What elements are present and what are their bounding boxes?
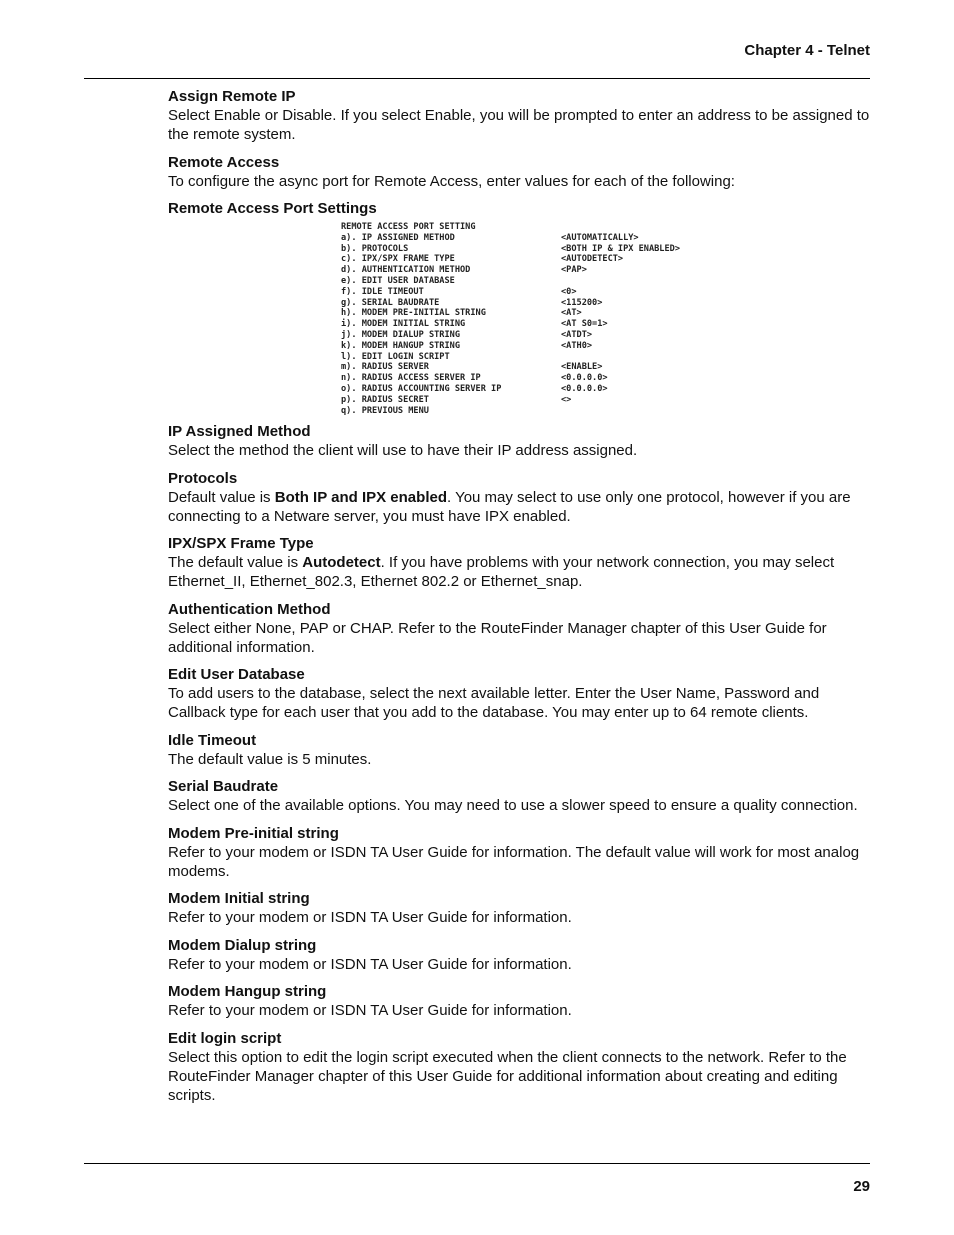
section-heading: Modem Dialup string	[168, 936, 317, 954]
section-assign-remote-ip	[168, 87, 870, 144]
body-text: . You may select to use only one protocol, however if you are connecting to a Netware server, you must have IPX enabled.	[168, 488, 851, 525]
section-body: Refer to your modem or ISDN TA User Guide for information.	[168, 955, 572, 973]
body-text: The default value is	[168, 554, 303, 572]
terminal-option-label: l). EDIT LOGIN SCRIPT	[341, 351, 450, 362]
terminal-option-label: b). PROTOCOLS	[341, 243, 409, 254]
section-body: The default value is 5 minutes.	[168, 750, 372, 768]
section-heading: Remote Access Port Settings	[168, 200, 377, 217]
terminal-option-label: q). PREVIOUS MENU	[341, 405, 429, 416]
section-body	[168, 488, 870, 526]
section-modem-dialup	[168, 936, 870, 974]
section-modem-preinitial	[168, 824, 870, 881]
section-edit-user-database	[168, 665, 870, 722]
terminal-option-value: <ATDT>	[561, 329, 593, 340]
terminal-menu-row	[341, 308, 870, 319]
terminal-menu-row	[341, 384, 870, 395]
section-protocols	[168, 469, 870, 526]
section-authentication-method	[168, 600, 870, 657]
terminal-menu-row	[341, 330, 870, 341]
section-heading: Protocols	[168, 469, 238, 487]
section-heading: Assign Remote IP	[168, 88, 296, 105]
terminal-menu-row	[341, 244, 870, 255]
terminal-option-label: c). IPX/SPX FRAME TYPE	[341, 254, 455, 265]
terminal-option-value: <AT>	[561, 308, 582, 319]
section-remote-access	[168, 153, 870, 191]
terminal-menu-row	[341, 341, 870, 352]
terminal-option-label: n). RADIUS ACCESS SERVER IP	[341, 373, 481, 384]
section-remote-access-port-settings	[168, 199, 870, 218]
body-text: Default value is	[168, 488, 275, 506]
terminal-option-label: m). RADIUS SERVER	[341, 362, 429, 373]
terminal-menu-row	[341, 276, 870, 287]
section-body: Refer to your modem or ISDN TA User Guide for information. The default value will work for most analog modems.	[168, 843, 860, 880]
section-body: Select one of the available options. You may need to use a slower speed to ensure a quality connection.	[168, 797, 858, 815]
terminal-option-value: <AUTODETECT>	[561, 254, 624, 265]
chapter-title: Chapter 4 - Telnet	[744, 42, 870, 59]
section-body: Refer to your modem or ISDN TA User Guide for information.	[168, 909, 572, 927]
terminal-option-label: i). MODEM INITIAL STRING	[341, 319, 466, 330]
section-heading: Serial Baudrate	[168, 778, 279, 796]
section-edit-login-script	[168, 1029, 870, 1105]
terminal-menu-row	[341, 395, 870, 406]
terminal-option-label: k). MODEM HANGUP STRING	[341, 340, 460, 351]
terminal-menu-row	[341, 373, 870, 384]
section-ip-assigned-method	[168, 422, 870, 460]
terminal-option-value: <AUTOMATICALLY>	[561, 232, 639, 243]
terminal-option-value: <115200>	[561, 297, 603, 308]
section-heading: Modem Initial string	[168, 890, 310, 908]
terminal-option-value: <ENABLE>	[561, 362, 603, 373]
terminal-option-label: f). IDLE TIMEOUT	[341, 286, 424, 297]
section-modem-initial	[168, 889, 870, 927]
section-heading: Edit User Database	[168, 666, 305, 684]
terminal-menu-row	[341, 265, 870, 276]
terminal-screenshot	[341, 222, 870, 416]
default-value: Both IP and IPX enabled	[274, 488, 447, 506]
section-body: Refer to your modem or ISDN TA User Guide for information.	[168, 1002, 572, 1020]
terminal-menu-row	[341, 362, 870, 373]
terminal-menu-row	[341, 233, 870, 244]
terminal-option-value: <BOTH IP & IPX ENABLED>	[561, 243, 680, 254]
section-heading: Authentication Method	[168, 600, 331, 618]
terminal-title: REMOTE ACCESS PORT SETTING	[341, 222, 476, 232]
terminal-option-label: e). EDIT USER DATABASE	[341, 275, 455, 286]
terminal-option-value: <ATH0>	[561, 340, 593, 351]
terminal-menu-row	[341, 254, 870, 265]
section-body: Select either None, PAP or CHAP. Refer to the RouteFinder Manager chapter of this User Guide for additional information.	[168, 619, 827, 656]
terminal-menu-row	[341, 298, 870, 309]
section-heading: Idle Timeout	[168, 731, 257, 749]
section-body: Select this option to edit the login script executed when the client connects to the network. Refer to the RouteFinder Manager chapter of this User Guide for additional information about creating and editing scripts.	[168, 1048, 847, 1104]
section-body	[168, 553, 870, 591]
terminal-option-label: j). MODEM DIALUP STRING	[341, 329, 460, 340]
terminal-menu-row	[341, 352, 870, 363]
section-ipx-frame-type	[168, 534, 870, 591]
body-text: . If you have problems with your network connection, you may select Ethernet_II, Ethernet_802.3, Ethernet 802.2 or Ethernet_snap.	[168, 554, 835, 591]
terminal-option-value: <0.0.0.0>	[561, 383, 608, 394]
section-heading: IPX/SPX Frame Type	[168, 535, 314, 553]
page-footer	[84, 1163, 870, 1195]
section-idle-timeout	[168, 731, 870, 769]
section-body: Select Enable or Disable. If you select Enable, you will be prompted to enter an address to be assigned to the remote system.	[168, 107, 870, 143]
terminal-option-value: <PAP>	[561, 265, 587, 276]
terminal-option-label: a). IP ASSIGNED METHOD	[341, 232, 455, 243]
terminal-option-value: <0>	[561, 286, 577, 297]
terminal-menu-row	[341, 406, 870, 417]
terminal-option-value: <>	[561, 394, 572, 405]
terminal-option-label: o). RADIUS ACCOUNTING SERVER IP	[341, 383, 502, 394]
section-heading: Remote Access	[168, 153, 280, 171]
section-body: Select the method the client will use to have their IP address assigned.	[168, 442, 638, 460]
section-heading: Modem Pre-initial string	[168, 824, 339, 842]
default-value: Autodetect	[302, 554, 381, 572]
terminal-option-label: h). MODEM PRE-INITIAL STRING	[341, 308, 486, 319]
section-heading: IP Assigned Method	[168, 423, 311, 441]
terminal-option-value: <0.0.0.0>	[561, 373, 608, 384]
page-header	[84, 0, 870, 79]
terminal-option-label: d). AUTHENTICATION METHOD	[341, 265, 471, 276]
terminal-option-label: p). RADIUS SECRET	[341, 394, 429, 405]
terminal-menu	[341, 233, 870, 417]
section-body: To add users to the database, select the next available letter. Enter the User Name, Password and Callback type for each user that you add to the database. You may enter up to 64 remote clients.	[168, 685, 820, 722]
page-content	[168, 87, 870, 1113]
section-heading: Edit login script	[168, 1029, 282, 1047]
page-number: 29	[853, 1178, 870, 1195]
section-serial-baudrate	[168, 777, 870, 815]
terminal-option-value: <AT S0=1>	[561, 319, 608, 330]
terminal-menu-row	[341, 287, 870, 298]
terminal-option-label: g). SERIAL BAUDRATE	[341, 297, 440, 308]
section-body: To configure the async port for Remote Access, enter values for each of the following:	[168, 172, 735, 190]
terminal-menu-row	[341, 319, 870, 330]
section-modem-hangup	[168, 982, 870, 1020]
section-heading: Modem Hangup string	[168, 983, 327, 1001]
